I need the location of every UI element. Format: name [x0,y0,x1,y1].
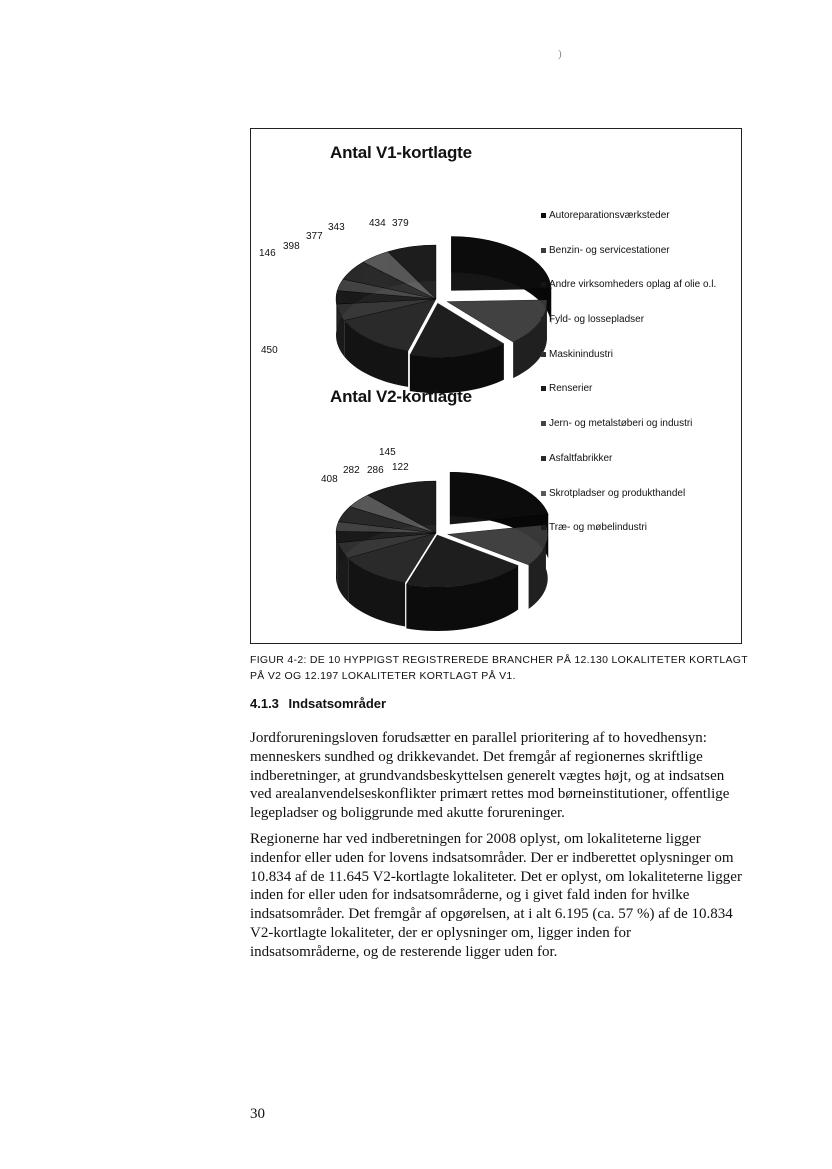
data-label-v1: 450 [261,345,278,356]
legend-label: Andre virksomheders oplag af olie o.l. [549,279,717,291]
legend-label: Skrotpladser og produkthandel [549,487,686,499]
figure-frame [250,128,742,644]
legend-label: Autoreparationsværksteder [549,210,670,221]
legend-swatch [541,248,546,253]
legend-label: Træ- og møbelindustri [549,522,647,534]
legend-label: Maskinindustri [549,348,613,360]
legend-item [541,417,737,452]
paragraph-1: Jordforureningsloven forudsætter en parallel prioritering af to hovedhensyn: menneskers sundhed og drikkevandet. Det fremgår af regionernes skriftlige indberetninger, at grundvandsbeskyttelsen generelt vægtes højt, og at indsatsen ved arealanvendelseskonflikter primært rettes mod børneinstitutioner, offentlige legepladser og boliggrunde med akutte forureninger. [250,730,730,822]
section-title: Indsatsområder [288,696,387,711]
data-label-v2: 282 [343,465,360,476]
legend-swatch [541,386,546,391]
section-number: 4.1.3 [250,696,279,711]
section-heading [250,696,386,711]
data-label-v1: 398 [283,241,300,252]
caption-line-2: PÅ V2 OG 12.197 LOKALITETER KORTLAGT PÅ V1. [250,670,516,682]
data-label-v2: 122 [392,462,409,473]
legend-item [541,521,737,556]
legend-label: Jern- og metalstøberi og industri [549,418,693,430]
legend-swatch [541,213,546,218]
legend-swatch [541,282,546,287]
legend-label: Fyld- og lossepladser [549,314,645,326]
chart-title-v2: Antal V2-kortlagte [330,387,472,406]
data-label-v1: 379 [392,218,409,229]
data-label-v1: 377 [306,231,323,242]
legend [541,209,737,556]
legend-swatch [541,352,546,357]
legend-label: Renserier [549,383,593,395]
caption-line-1: FIGUR 4-2: DE 10 HYPPIGST REGISTREREDE BRANCHER PÅ 12.130 LOKALITETER KORTLAGT [250,654,748,666]
legend-label: Benzin- og servicestationer [549,244,670,256]
figure-caption [250,652,750,684]
legend-item [541,348,737,383]
pie-slice [451,236,551,290]
legend-item [541,487,737,522]
paragraph-2: Regionerne har ved indberetningen for 2008 oplyst, om lokaliteterne ligger indenfor eller uden for lovens indsatsområder. Der er indberettet oplysninger om 10.834 af de 11.645 V2-kortlagte lokaliteter. Det er oplyst, om lokaliteterne ligger inden for eller uden for indsatsområderne, og i givet fald inden for hvilke indsatsområder. Det fremgår af opgørelsen, at i alt 6.195 (ca. 57 %) af de 10.834 V2-kortlagte lokaliteter, der er oplysninger om, ligger inden for indsatsområderne, og de resterende ligger uden for. [250,831,742,960]
legend-swatch [541,317,546,322]
legend-item [541,278,737,313]
legend-swatch [541,525,546,530]
legend-label: Asfaltfabrikker [549,452,613,464]
chart-title-v1: Antal V1-kortlagte [330,143,472,162]
legend-swatch [541,456,546,461]
legend-item [541,452,737,487]
legend-item [541,313,737,348]
stray-mark: ) [558,48,562,60]
legend-item [541,209,737,244]
legend-item [541,382,737,417]
data-label-v1: 343 [328,222,345,233]
data-label-v1: 434 [369,218,386,229]
data-label-v2: 408 [321,474,338,485]
page-number: 30 [250,1106,265,1122]
legend-swatch [541,491,546,496]
data-label-v2: 286 [367,465,384,476]
legend-swatch [541,421,546,426]
legend-item [541,244,737,279]
data-label-v2: 145 [379,447,396,458]
data-label-v1: 146 [259,248,276,259]
